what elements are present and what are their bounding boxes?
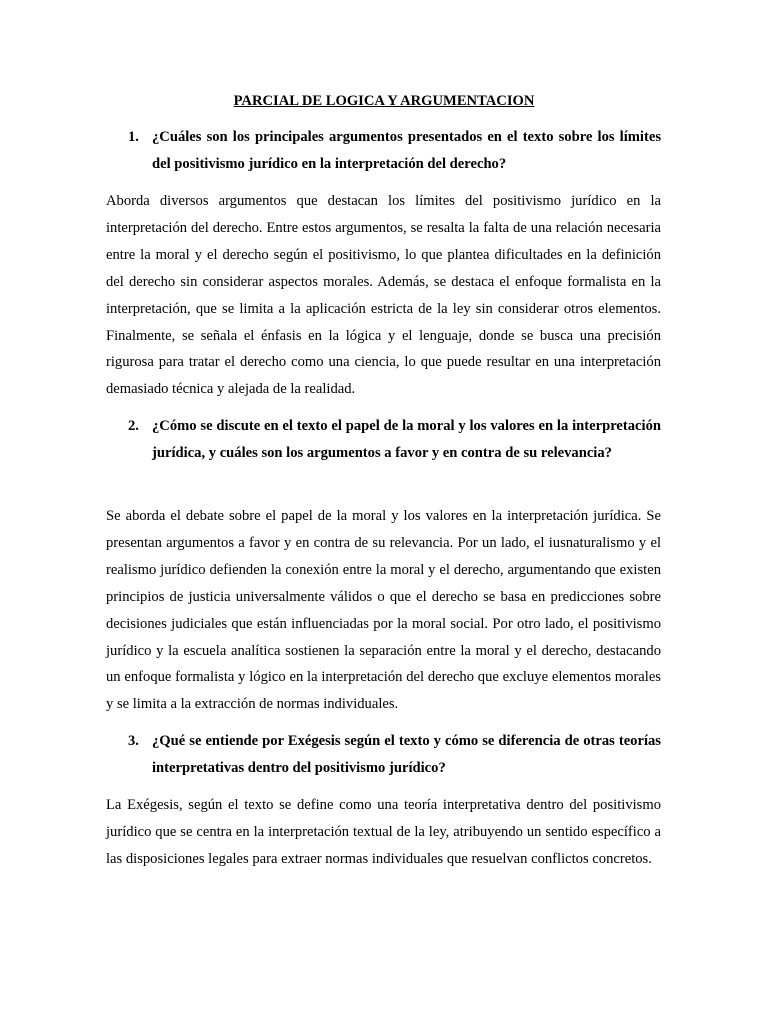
answer-1: Aborda diversos argumentos que destacan los límites del positivismo jurídico en la interpretación del derecho. Entre estos argumentos, se resalta la falta de una relación necesaria entre la moral y el derecho según el positivismo, lo que plantea dificultades en la definición del derecho sin considerar aspectos morales. Además, se destaca el enfoque formalista en la interpretación, que se limita a la aplicación estricta de la ley sin considerar otros elementos. Finalmente, se señala el énfasis en la lógica y el lenguaje, donde se busca una precisión rigurosa para tratar el derecho como una ciencia, lo que puede resultar en una interpretación demasiado técnica y alejada de la realidad. xyxy=(106,193,661,398)
document-title: PARCIAL DE LOGICA Y ARGUMENTACION xyxy=(233,93,535,109)
question-3-number: 3. xyxy=(128,733,139,749)
question-1-number: 1. xyxy=(128,129,139,145)
answer-3: La Exégesis, según el texto se define como una teoría interpretativa dentro del positivismo jurídico que se centra en la interpretación textual de la ley, atribuyendo un sentido específico a las disposiciones legales para extraer normas individuales que resuelvan conflictos concretos. xyxy=(106,797,661,867)
answer-2: Se aborda el debate sobre el papel de la moral y los valores en la interpretación jurídica. Se presentan argumentos a favor y en contra de su relevancia. Por un lado, el iusnaturalismo y el realismo jurídico defienden la conexión entre la moral y el derecho, argumentando que existen principios de justicia universalmente válidos o que el derecho se basa en predicciones sobre decisiones judiciales que están influenciadas por la moral social. Por otro lado, el positivismo jurídico y la escuela analítica sostienen la separación entre la moral y el derecho, destacando un enfoque formalista y lógico en la interpretación del derecho que excluye elementos morales y se limita a la extracción de normas individuales. xyxy=(106,508,661,713)
question-1 xyxy=(106,124,661,178)
question-1-text: ¿Cuáles son los principales argumentos presentados en el texto sobre los límites del positivismo jurídico en la interpretación del derecho? xyxy=(152,129,661,172)
question-2 xyxy=(106,413,661,467)
question-2-text: ¿Cómo se discute en el texto el papel de la moral y los valores en la interpretación jurídica, y cuáles son los argumentos a favor y en contra de su relevancia? xyxy=(152,418,661,461)
question-3-text: ¿Qué se entiende por Exégesis según el texto y cómo se diferencia de otras teorías interpretativas dentro del positivismo jurídico? xyxy=(152,733,661,776)
question-2-number: 2. xyxy=(128,418,139,434)
question-3 xyxy=(106,728,661,782)
